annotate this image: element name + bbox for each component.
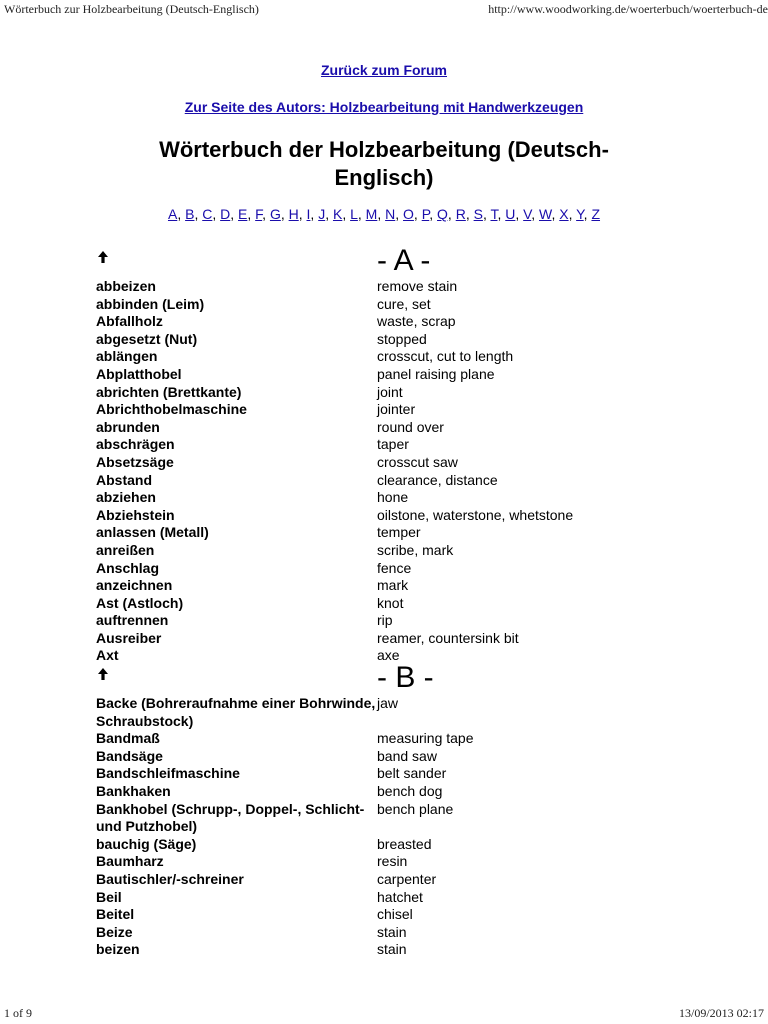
page-title: Wörterbuch der Holzbearbeitung (Deutsch-Englisch) (159, 137, 609, 190)
english-term: scribe, mark (377, 541, 454, 558)
dictionary-row (96, 419, 696, 437)
german-term: Beitel (96, 906, 135, 923)
german-term: abgesetzt (Nut) (96, 330, 198, 347)
letter-separator: , (298, 206, 307, 222)
letter-separator: , (568, 206, 577, 222)
print-footer (0, 1002, 768, 1024)
letter-link-w[interactable]: W (539, 206, 552, 222)
german-term: Ausreiber (96, 629, 162, 646)
up-arrow-icon[interactable] (96, 250, 110, 264)
german-term: anzeichnen (96, 577, 173, 594)
letter-link-q[interactable]: Q (437, 206, 448, 222)
dictionary-row (96, 560, 696, 578)
dictionary-row (96, 801, 696, 836)
section-header (96, 661, 696, 695)
german-term: Bandmaß (96, 730, 160, 747)
english-term: cure, set (377, 295, 431, 312)
dictionary-row (96, 595, 696, 613)
german-term: Axt (96, 647, 119, 664)
letter-link-r[interactable]: R (455, 206, 466, 222)
print-header-url: http://www.woodworking.de/woerterbuch/woerterbuch-de (488, 2, 768, 16)
german-term: abbinden (Leim) (96, 295, 205, 312)
letter-separator: , (377, 206, 386, 222)
section-header (96, 244, 696, 278)
letter-separator: , (280, 206, 289, 222)
print-header (0, 0, 768, 20)
english-term: waste, scrap (377, 313, 456, 330)
dictionary-row (96, 853, 696, 871)
english-term: fence (377, 559, 412, 576)
english-term: rip (377, 612, 393, 629)
letter-separator: , (262, 206, 270, 222)
dictionary-row (96, 296, 696, 314)
dictionary-row (96, 401, 696, 419)
letter-separator: , (465, 206, 474, 222)
print-header-title: Wörterbuch zur Holzbearbeitung (Deutsch-Englisch) (4, 2, 259, 16)
english-term: knot (377, 594, 404, 611)
letter-link-t[interactable]: T (490, 206, 498, 222)
dictionary-row (96, 331, 696, 349)
dictionary-row (96, 348, 696, 366)
section-letter: - B - (377, 661, 434, 695)
english-term: round over (377, 418, 444, 435)
german-term: Bankhobel (Schrupp-, Doppel-, Schlicht- und Putzhobel) (96, 800, 365, 835)
english-term: bench dog (377, 783, 443, 800)
dictionary-row (96, 748, 696, 766)
dictionary-row (96, 783, 696, 801)
letter-separator: , (194, 206, 203, 222)
dictionary-row (96, 612, 696, 630)
letter-separator: , (212, 206, 221, 222)
dictionary-row (96, 871, 696, 889)
english-term: measuring tape (377, 730, 474, 747)
print-datetime: 13/09/2013 02:17 (678, 1006, 764, 1020)
english-term: axe (377, 647, 400, 664)
english-term: clearance, distance (377, 471, 498, 488)
letter-link-k[interactable]: K (332, 206, 343, 222)
letter-link-a[interactable]: A (167, 206, 178, 222)
german-term: bauchig (Säge) (96, 835, 197, 852)
letter-separator: , (497, 206, 506, 222)
german-term: Beize (96, 923, 133, 940)
english-term: hatchet (377, 888, 423, 905)
letter-link-b[interactable]: B (185, 206, 195, 222)
letter-separator: , (395, 206, 404, 222)
german-term: anreißen (96, 541, 155, 558)
german-term: abschrägen (96, 436, 175, 453)
letter-link-l[interactable]: L (350, 206, 358, 222)
letter-separator: , (357, 206, 366, 222)
up-arrow-icon[interactable] (96, 667, 110, 681)
letter-link-h[interactable]: H (288, 206, 299, 222)
german-term: abbeizen (96, 278, 156, 294)
letter-link-o[interactable]: O (403, 206, 414, 222)
letter-link-u[interactable]: U (505, 206, 516, 222)
letter-separator: , (247, 206, 256, 222)
german-term: ablängen (96, 348, 158, 365)
dictionary-row (96, 436, 696, 454)
dictionary-row (96, 924, 696, 942)
letter-link-d[interactable]: D (220, 206, 231, 222)
english-term: remove stain (377, 278, 458, 294)
german-term: Bautischler/-schreiner (96, 871, 244, 887)
german-term: Abplatthobel (96, 365, 182, 382)
german-term: Abziehstein (96, 506, 175, 523)
letter-link-p[interactable]: P (421, 206, 430, 222)
dictionary-row (96, 384, 696, 402)
letter-link-f[interactable]: F (255, 206, 263, 222)
letter-link-v[interactable]: V (523, 206, 532, 222)
letter-separator: , (230, 206, 239, 222)
author-page-link[interactable]: Zur Seite des Autors: Holzbearbeitung mit Handwerkzeugen (184, 99, 584, 115)
letter-separator: , (482, 206, 491, 222)
letter-separator: , (342, 206, 351, 222)
german-term: auftrennen (96, 612, 169, 629)
english-term: chisel (377, 906, 413, 923)
letter-separator: , (583, 206, 592, 222)
dictionary-row (96, 472, 696, 490)
page-number: 1 of 9 (4, 1006, 32, 1020)
dictionary-row (96, 489, 696, 507)
dictionary-row (96, 906, 696, 924)
german-term: Bandschleifmaschine (96, 765, 240, 782)
dictionary-row (96, 454, 696, 472)
english-term: resin (377, 853, 408, 870)
english-term: breasted (377, 835, 432, 852)
letter-separator: , (531, 206, 540, 222)
german-term: Abstand (96, 471, 152, 488)
letter-separator: , (325, 206, 333, 222)
dictionary-row (96, 730, 696, 748)
english-term: carpenter (377, 871, 437, 887)
english-term: hone (377, 489, 409, 506)
english-term: reamer, countersink bit (377, 629, 519, 646)
dictionary-row (96, 941, 696, 959)
german-term: Baumharz (96, 853, 164, 870)
dictionary-row (96, 313, 696, 331)
english-term: stain (377, 941, 407, 958)
dictionary-row (96, 278, 696, 296)
letter-link-n[interactable]: N (385, 206, 396, 222)
german-term: beizen (96, 941, 140, 958)
english-term: crosscut, cut to length (377, 348, 514, 365)
letter-separator: , (515, 206, 524, 222)
section-letter: - A - (377, 244, 431, 277)
letter-link-i[interactable]: I (306, 206, 311, 222)
dictionary-row (96, 889, 696, 907)
german-term: Ast (Astloch) (96, 594, 184, 611)
dictionary-row (96, 765, 696, 783)
english-term: band saw (377, 747, 437, 764)
letter-link-g[interactable]: G (269, 206, 281, 222)
letter-separator: , (310, 206, 319, 222)
dictionary-row (96, 366, 696, 384)
german-term: Bankhaken (96, 783, 171, 800)
letter-separator: , (447, 206, 456, 222)
dictionary-table (96, 244, 696, 959)
german-term: Abfallholz (96, 313, 163, 330)
alphabet-navigation (0, 206, 768, 222)
english-term: jointer (377, 401, 416, 418)
english-term: bench plane (377, 800, 454, 817)
english-term: belt sander (377, 765, 447, 782)
dictionary-row (96, 577, 696, 595)
german-term: Beil (96, 888, 122, 905)
back-to-forum-link[interactable]: Zurück zum Forum (320, 62, 447, 78)
letter-link-m[interactable]: M (365, 206, 378, 222)
letter-separator: , (413, 206, 422, 222)
letter-link-x[interactable]: X (559, 206, 569, 222)
english-term: temper (377, 524, 421, 541)
dictionary-row (96, 630, 696, 648)
letter-link-c[interactable]: C (202, 206, 213, 222)
english-term: stopped (377, 330, 427, 347)
english-term: joint (377, 383, 403, 400)
english-term: oilstone, waterstone, whetstone (377, 506, 574, 523)
dictionary-row (96, 695, 696, 730)
letter-link-z[interactable]: Z (591, 206, 601, 222)
letter-link-j[interactable]: J (318, 206, 326, 222)
german-term: Bandsäge (96, 747, 163, 764)
german-term: abziehen (96, 489, 156, 506)
letter-link-e[interactable]: E (238, 206, 248, 222)
german-term: anlassen (Metall) (96, 524, 209, 541)
english-term: crosscut saw (377, 453, 458, 470)
german-term: Backe (Bohreraufnahme einer Bohrwinde, Schraubstock) (96, 695, 376, 729)
german-term: Abrichthobelmaschine (96, 401, 247, 418)
dictionary-row (96, 507, 696, 525)
english-term: mark (377, 577, 409, 594)
english-term: panel raising plane (377, 365, 495, 382)
german-term: abrunden (96, 418, 160, 435)
dictionary-row (96, 542, 696, 560)
dictionary-row (96, 524, 696, 542)
german-term: Absetzsäge (96, 453, 174, 470)
letter-link-y[interactable]: Y (576, 206, 584, 222)
english-term: stain (377, 923, 407, 940)
german-term: abrichten (Brettkante) (96, 383, 242, 400)
english-term: taper (377, 436, 409, 453)
english-term: jaw (377, 695, 399, 712)
letter-link-s[interactable]: S (473, 206, 483, 222)
letter-separator: , (429, 206, 438, 222)
letter-separator: , (177, 206, 186, 222)
german-term: Anschlag (96, 559, 160, 576)
letter-separator: , (551, 206, 560, 222)
dictionary-row (96, 836, 696, 854)
